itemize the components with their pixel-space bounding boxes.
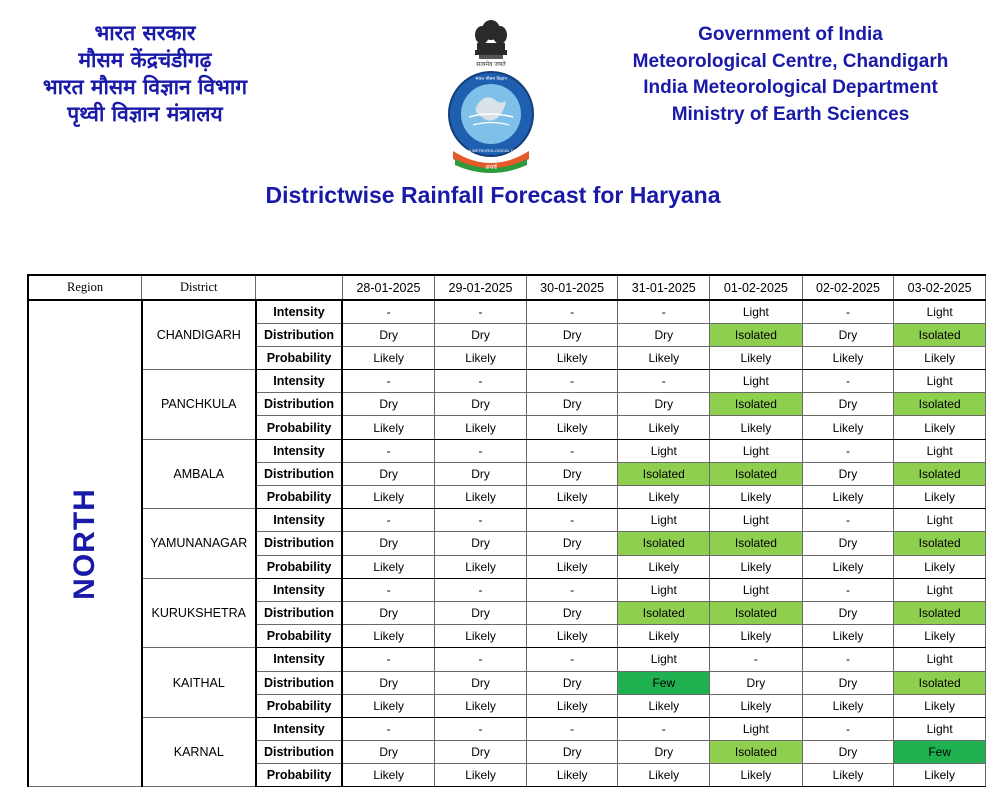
parameter-label: Intensity (256, 300, 342, 323)
district-name: KAITHAL (142, 648, 256, 718)
forecast-cell: Dry (526, 601, 618, 624)
forecast-cell: Few (618, 671, 710, 694)
forecast-cell: Likely (710, 764, 803, 787)
forecast-cell: Isolated (710, 741, 803, 764)
forecast-cell: Light (894, 578, 986, 601)
forecast-cell: - (526, 370, 618, 393)
forecast-cell: Light (618, 648, 710, 671)
forecast-cell: Dry (342, 393, 435, 416)
parameter-label: Distribution (256, 462, 342, 485)
forecast-cell: Isolated (710, 601, 803, 624)
forecast-cell: Isolated (618, 601, 710, 624)
forecast-table-body (28, 300, 986, 787)
forecast-cell: - (342, 578, 435, 601)
forecast-cell: Likely (435, 486, 527, 509)
parameter-label: Distribution (256, 601, 342, 624)
forecast-cell: Dry (526, 462, 618, 485)
forecast-cell: - (435, 439, 527, 462)
forecast-cell: - (342, 300, 435, 323)
date-header: 29-01-2025 (435, 275, 527, 300)
parameter-label: Probability (256, 486, 342, 509)
forecast-cell: Light (894, 509, 986, 532)
forecast-cell: Isolated (618, 532, 710, 555)
forecast-cell: Likely (894, 416, 986, 439)
forecast-cell: Light (894, 648, 986, 671)
forecast-cell: - (435, 648, 527, 671)
district-name: CHANDIGARH (142, 300, 256, 370)
forecast-cell: Dry (342, 532, 435, 555)
forecast-cell: Light (894, 439, 986, 462)
parameter-label: Distribution (256, 532, 342, 555)
forecast-cell: - (618, 370, 710, 393)
forecast-cell: Likely (710, 346, 803, 369)
forecast-cell: - (342, 370, 435, 393)
forecast-cell: Likely (526, 555, 618, 578)
table-row (28, 370, 986, 393)
forecast-cell: Light (710, 717, 803, 740)
hindi-line-1: भारत सरकार (94, 21, 196, 45)
table-header-row (28, 275, 986, 300)
forecast-cell: Dry (802, 671, 894, 694)
parameter-label: Intensity (256, 509, 342, 532)
forecast-cell: Likely (435, 346, 527, 369)
forecast-cell: - (618, 300, 710, 323)
forecast-cell: Likely (710, 486, 803, 509)
forecast-cell: Likely (342, 625, 435, 648)
forecast-cell: Light (894, 717, 986, 740)
forecast-cell: Likely (342, 694, 435, 717)
region-label: NORTH (67, 487, 101, 600)
forecast-cell: - (526, 578, 618, 601)
forecast-cell: - (342, 439, 435, 462)
forecast-cell: Likely (802, 555, 894, 578)
english-header (618, 22, 963, 128)
forecast-cell: - (526, 509, 618, 532)
forecast-cell: Likely (618, 486, 710, 509)
forecast-cell: Likely (802, 346, 894, 369)
forecast-cell: Likely (435, 416, 527, 439)
forecast-cell: Likely (618, 555, 710, 578)
imd-emblem-logo (443, 17, 539, 173)
forecast-cell: Dry (435, 532, 527, 555)
forecast-cell: Likely (526, 486, 618, 509)
forecast-cell: Dry (526, 393, 618, 416)
hindi-line-2: मौसम केंद्रचंडीगढ़ (78, 48, 212, 72)
forecast-cell: Likely (435, 764, 527, 787)
forecast-cell: - (802, 578, 894, 601)
parameter-label: Probability (256, 346, 342, 369)
forecast-cell: Likely (802, 416, 894, 439)
forecast-cell: Likely (435, 625, 527, 648)
forecast-cell: Light (894, 300, 986, 323)
forecast-cell: Dry (342, 741, 435, 764)
forecast-cell: Dry (342, 601, 435, 624)
forecast-cell: - (342, 509, 435, 532)
forecast-cell: Likely (342, 346, 435, 369)
forecast-cell: - (618, 717, 710, 740)
parameter-label: Probability (256, 764, 342, 787)
forecast-cell: Likely (894, 764, 986, 787)
parameter-label: Distribution (256, 741, 342, 764)
english-line-2: Meteorological Centre, Chandigarh (632, 50, 949, 72)
forecast-cell: Dry (435, 393, 527, 416)
forecast-cell: Dry (526, 323, 618, 346)
forecast-cell: Light (710, 578, 803, 601)
forecast-cell: Likely (618, 416, 710, 439)
table-row (28, 648, 986, 671)
forecast-cell: Likely (342, 764, 435, 787)
parameter-label: Intensity (256, 370, 342, 393)
table-row (28, 439, 986, 462)
forecast-cell: Likely (618, 346, 710, 369)
forecast-cell: Isolated (710, 462, 803, 485)
table-row (28, 300, 986, 323)
date-header: 03-02-2025 (894, 275, 986, 300)
district-name: KURUKSHETRA (142, 578, 256, 648)
forecast-cell: Dry (802, 462, 894, 485)
forecast-cell: Isolated (894, 462, 986, 485)
forecast-cell: - (435, 509, 527, 532)
parameter-label: Intensity (256, 648, 342, 671)
date-header: 30-01-2025 (526, 275, 618, 300)
param-header (256, 275, 342, 300)
forecast-cell: - (342, 717, 435, 740)
hindi-header (30, 20, 260, 128)
forecast-cell: Likely (802, 764, 894, 787)
forecast-cell: Dry (435, 741, 527, 764)
forecast-cell: - (526, 300, 618, 323)
forecast-cell: Isolated (894, 393, 986, 416)
forecast-cell: Isolated (618, 462, 710, 485)
forecast-cell: Dry (802, 532, 894, 555)
english-line-1: Government of India (698, 24, 883, 45)
table-row (28, 509, 986, 532)
forecast-cell: Few (894, 741, 986, 764)
forecast-cell: Isolated (710, 323, 803, 346)
parameter-label: Probability (256, 555, 342, 578)
forecast-cell: Dry (342, 462, 435, 485)
forecast-cell: Light (618, 439, 710, 462)
forecast-cell: Dry (802, 741, 894, 764)
forecast-cell: Likely (618, 625, 710, 648)
forecast-cell: Light (618, 578, 710, 601)
forecast-cell: - (435, 370, 527, 393)
forecast-cell: Dry (435, 601, 527, 624)
parameter-label: Probability (256, 625, 342, 648)
forecast-cell: Dry (526, 532, 618, 555)
parameter-label: Distribution (256, 393, 342, 416)
forecast-cell: - (802, 370, 894, 393)
forecast-cell: Dry (618, 393, 710, 416)
date-header: 02-02-2025 (802, 275, 894, 300)
svg-text:अथर्व: अथर्व (485, 164, 497, 171)
forecast-cell: Dry (342, 671, 435, 694)
region-header: Region (28, 275, 142, 300)
forecast-cell: Light (710, 509, 803, 532)
forecast-cell: Isolated (710, 532, 803, 555)
forecast-cell: Isolated (894, 532, 986, 555)
forecast-cell: Light (710, 370, 803, 393)
forecast-cell: - (342, 648, 435, 671)
forecast-cell: Likely (342, 555, 435, 578)
date-header: 28-01-2025 (342, 275, 435, 300)
forecast-cell: Likely (710, 555, 803, 578)
forecast-cell: Light (618, 509, 710, 532)
district-name: AMBALA (142, 439, 256, 509)
forecast-cell: Dry (802, 323, 894, 346)
english-line-3: India Meteorological Department (643, 77, 938, 98)
forecast-cell: Isolated (710, 393, 803, 416)
forecast-cell: - (802, 300, 894, 323)
forecast-cell: Likely (894, 625, 986, 648)
parameter-label: Distribution (256, 671, 342, 694)
forecast-cell: - (802, 509, 894, 532)
parameter-label: Distribution (256, 323, 342, 346)
page-title: Districtwise Rainfall Forecast for Haryana (265, 182, 721, 208)
forecast-cell: Likely (894, 555, 986, 578)
svg-text:INDIA METEOROLOGICAL DEPT: INDIA METEOROLOGICAL DEPT (460, 148, 522, 153)
hindi-line-4: पृथ्वी विज्ञान मंत्रालय (67, 102, 223, 126)
svg-text:भारत मौसम विज्ञान: भारत मौसम विज्ञान (475, 77, 507, 82)
forecast-cell: Likely (435, 694, 527, 717)
forecast-cell: Likely (710, 694, 803, 717)
forecast-cell: Likely (526, 416, 618, 439)
forecast-cell: - (710, 648, 803, 671)
forecast-cell: Likely (526, 346, 618, 369)
forecast-cell: Likely (710, 625, 803, 648)
forecast-cell: Dry (435, 671, 527, 694)
forecast-cell: - (435, 717, 527, 740)
forecast-cell: Likely (526, 625, 618, 648)
region-cell (28, 300, 142, 787)
district-name: KARNAL (142, 717, 256, 787)
date-header: 01-02-2025 (710, 275, 803, 300)
forecast-cell: Light (710, 439, 803, 462)
forecast-cell: Dry (342, 323, 435, 346)
forecast-cell: Dry (618, 323, 710, 346)
emblem-motto: सत्यमेव जयते (476, 61, 506, 68)
forecast-cell: - (802, 439, 894, 462)
forecast-cell: - (435, 300, 527, 323)
forecast-cell: - (526, 648, 618, 671)
forecast-table (27, 274, 986, 787)
forecast-cell: Likely (526, 694, 618, 717)
forecast-cell: Likely (802, 694, 894, 717)
forecast-cell: Likely (618, 764, 710, 787)
table-row (28, 578, 986, 601)
forecast-cell: Likely (342, 486, 435, 509)
forecast-cell: Likely (802, 486, 894, 509)
forecast-cell: Likely (618, 694, 710, 717)
forecast-cell: - (526, 439, 618, 462)
forecast-cell: Dry (802, 393, 894, 416)
date-header: 31-01-2025 (618, 275, 710, 300)
district-name: PANCHKULA (142, 370, 256, 440)
forecast-cell: - (802, 648, 894, 671)
parameter-label: Probability (256, 694, 342, 717)
lion-capital-icon (475, 20, 507, 59)
forecast-cell: - (435, 578, 527, 601)
forecast-cell: Likely (894, 694, 986, 717)
table-row (28, 717, 986, 740)
forecast-cell: Likely (802, 625, 894, 648)
district-name: YAMUNANAGAR (142, 509, 256, 579)
forecast-cell: Light (710, 300, 803, 323)
forecast-cell: Likely (710, 416, 803, 439)
english-line-4: Ministry of Earth Sciences (671, 103, 910, 125)
forecast-cell: Likely (342, 416, 435, 439)
forecast-cell: Isolated (894, 671, 986, 694)
forecast-cell: - (526, 717, 618, 740)
forecast-cell: Isolated (894, 323, 986, 346)
forecast-cell: Dry (526, 671, 618, 694)
forecast-cell: Dry (526, 741, 618, 764)
hindi-line-3: भारत मौसम विज्ञान विभाग (42, 75, 248, 99)
parameter-label: Intensity (256, 717, 342, 740)
forecast-cell: Dry (435, 462, 527, 485)
forecast-cell: Likely (894, 346, 986, 369)
forecast-cell: Dry (435, 323, 527, 346)
forecast-cell: Dry (802, 601, 894, 624)
forecast-cell: Likely (435, 555, 527, 578)
parameter-label: Intensity (256, 578, 342, 601)
forecast-cell: Dry (618, 741, 710, 764)
parameter-label: Intensity (256, 439, 342, 462)
forecast-cell: Dry (710, 671, 803, 694)
forecast-cell: Likely (894, 486, 986, 509)
forecast-cell: Light (894, 370, 986, 393)
forecast-cell: - (802, 717, 894, 740)
district-header: District (142, 275, 256, 300)
parameter-label: Probability (256, 416, 342, 439)
forecast-cell: Likely (526, 764, 618, 787)
forecast-cell: Isolated (894, 601, 986, 624)
